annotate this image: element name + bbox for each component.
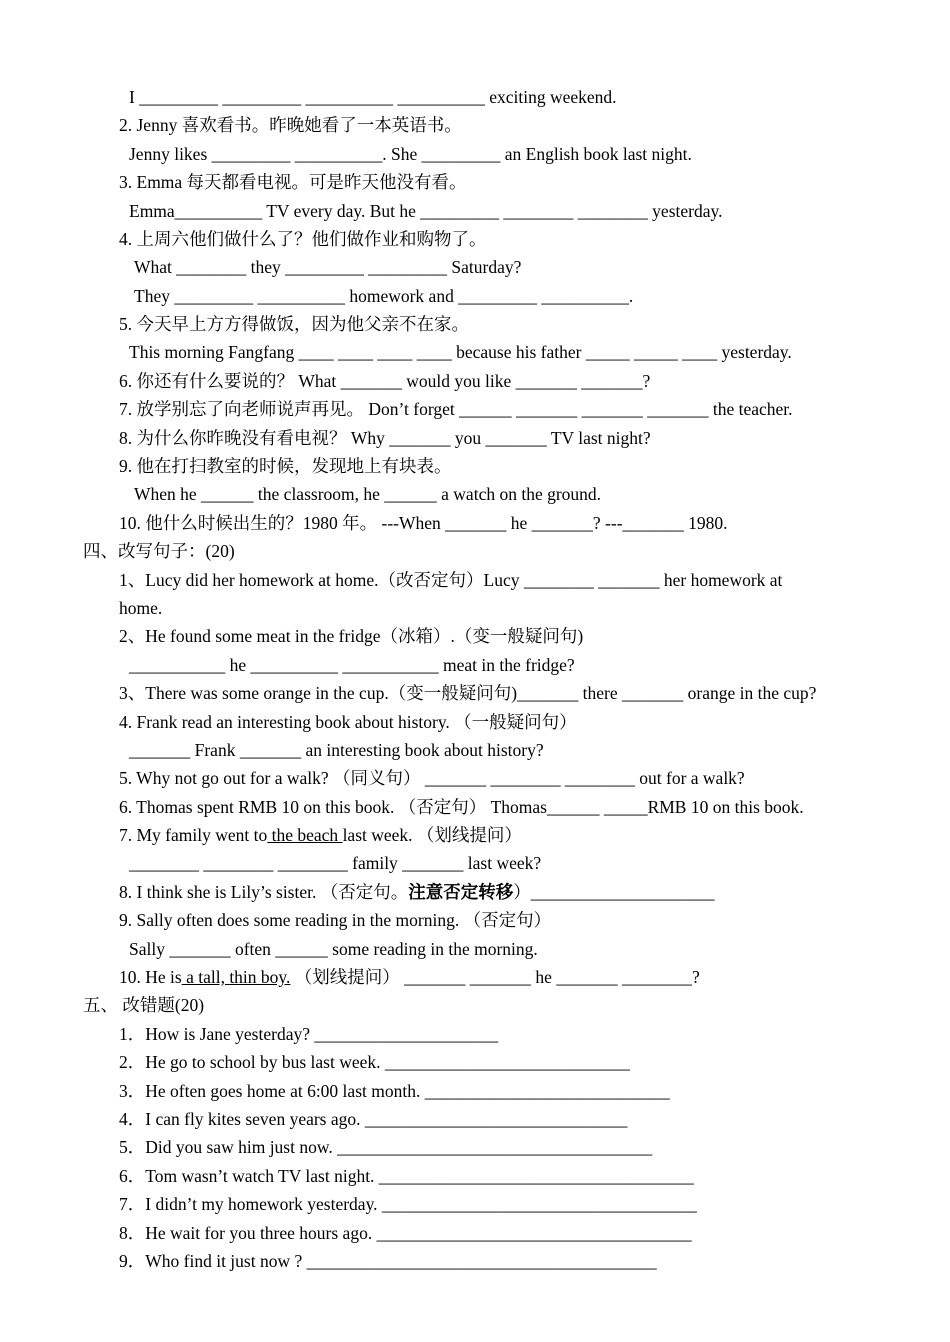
p4-question-5: 5. Why not go out for a walk? （同义句） _______ ________ ________ out for a walk?: [119, 768, 745, 788]
p5-item-5: 5．Did you saw him just now. ____________________________________: [119, 1137, 653, 1157]
p4-question-1-cont: home.: [119, 598, 163, 618]
p4-question-3: 3、There was some orange in the cup.（变一般疑问句)_______ there _______ orange in the cup?: [119, 683, 817, 703]
p4-q7-underlined: the beach: [267, 825, 343, 845]
p4-answer-9: Sally _______ often ______ some reading in the morning.: [129, 939, 538, 959]
p4-q7-text-a: 7. My family went to: [119, 825, 268, 845]
p3-line-1: I _________ _________ __________ __________ exciting weekend.: [129, 87, 617, 107]
p4-question-4: 4. Frank read an interesting book about history. （一般疑问句）: [119, 712, 577, 732]
p3-answer-9: When he ______ the classroom, he ______ a watch on the ground.: [134, 484, 602, 504]
p4-q8-text-a: 8. I think she is Lily’s sister. （否定句。: [119, 882, 409, 902]
p4-question-1: 1、Lucy did her homework at home.（改否定句）Lucy ________ _______ her homework at: [119, 570, 783, 590]
p4-q7-text-b: last week. （划线提问）: [342, 825, 522, 845]
p5-item-8: 8．He wait for you three hours ago. ____________________________________: [119, 1223, 692, 1243]
p4-question-2: 2、He found some meat in the fridge（冰箱）.（变一般疑问句): [119, 626, 584, 646]
p4-answer-2: ___________ he __________ ___________ meat in the fridge?: [129, 655, 575, 675]
p3-answer-2: Jenny likes _________ __________. She _________ an English book last night.: [129, 144, 692, 164]
p4-question-9: 9. Sally often does some reading in the morning. （否定句）: [119, 910, 552, 930]
p3-question-5: 5. 今天早上方方得做饭，因为他父亲不在家。: [119, 314, 469, 334]
p3-question-8: 8. 为什么你昨晚没有看电视？ Why _______ you _______ TV last night?: [119, 428, 651, 448]
p3-question-9: 9. 他在打扫教室的时候，发现地上有块表。: [119, 456, 452, 476]
p3-question-4: 4. 上周六他们做什么了？他们做作业和购物了。: [119, 229, 487, 249]
p3-question-7: 7. 放学别忘了向老师说声再见。 Don’t forget ______ _______ _______ _______ the teacher.: [119, 399, 793, 419]
p3-question-2: 2. Jenny 喜欢看书。昨晚她看了一本英语书。: [119, 115, 462, 135]
p4-answer-4: _______ Frank _______ an interesting book about history?: [129, 740, 544, 760]
p4-question-7: [119, 823, 522, 847]
p4-question-8: [119, 880, 715, 904]
p5-item-2: 2．He go to school by bus last week. ____________________________: [119, 1052, 630, 1072]
p4-q10-text-b: （划线提问） _______ _______ he _______ ________?: [290, 967, 700, 987]
p3-question-3: 3. Emma 每天都看电视。可是昨天他没有看。: [119, 172, 467, 192]
p5-item-3: 3．He often goes home at 6:00 last month. ____________________________: [119, 1081, 670, 1101]
p5-item-9: 9．Who find it just now ? ________________________________________: [119, 1251, 657, 1271]
section-5-heading: 五、 改错题(20): [83, 995, 205, 1015]
p4-q10-underlined: a tall, thin boy.: [181, 967, 291, 987]
p3-answer-4b: They _________ __________ homework and _________ __________.: [134, 286, 634, 306]
p4-q8-bold-note: 注意否定转移: [408, 882, 514, 902]
p3-answer-3: Emma__________ TV every day. But he _________ ________ ________ yesterday.: [129, 201, 723, 221]
p4-q8-text-c: ）_____________________: [513, 882, 715, 902]
p5-item-6: 6．Tom wasn’t watch TV last night. ____________________________________: [119, 1166, 694, 1186]
section-4-heading: 四、改写句子：(20): [83, 541, 235, 561]
p5-item-7: 7．I didn’t my homework yesterday. ____________________________________: [119, 1194, 697, 1214]
p5-item-4: 4．I can fly kites seven years ago. ______________________________: [119, 1109, 628, 1129]
p4-q10-text-a: 10. He is: [119, 967, 182, 987]
p3-answer-5: This morning Fangfang ____ ____ ____ ____ because his father _____ _____ ____ yesterday.: [129, 342, 792, 362]
p4-question-6: 6. Thomas spent RMB 10 on this book. （否定句） Thomas______ _____RMB 10 on this book.: [119, 797, 804, 817]
p4-answer-7: ________ ________ ________ family _______ last week?: [129, 853, 542, 873]
p3-question-6: 6. 你还有什么要说的？ What _______ would you like _______ _______?: [119, 371, 651, 391]
p5-item-1: 1．How is Jane yesterday? _____________________: [119, 1024, 499, 1044]
p4-question-10: [119, 965, 700, 989]
p3-question-10: 10. 他什么时候出生的？1980 年。 ---When _______ he _______? ---_______ 1980.: [119, 513, 728, 533]
p3-answer-4a: What ________ they _________ _________ Saturday?: [134, 257, 522, 277]
